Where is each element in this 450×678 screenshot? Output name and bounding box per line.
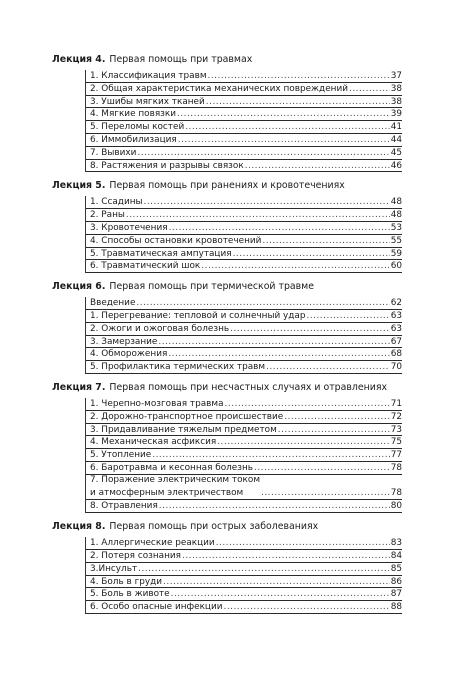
toc-entry[interactable] bbox=[86, 121, 402, 134]
toc-entry[interactable] bbox=[86, 222, 402, 235]
dot-leader bbox=[163, 576, 390, 589]
dot-leader bbox=[168, 348, 389, 361]
toc-entry-title: 1. Классификация травм bbox=[90, 71, 207, 81]
toc-page-number: 62 bbox=[390, 298, 402, 309]
toc-page-number: 85 bbox=[390, 563, 402, 574]
toc-entry-title: 3.Инсульт bbox=[90, 563, 138, 574]
toc-entry[interactable] bbox=[86, 297, 402, 310]
toc-entry[interactable] bbox=[86, 348, 402, 361]
toc-entry[interactable] bbox=[86, 147, 402, 160]
lecture-number: Лекция 7. bbox=[52, 381, 106, 393]
toc-page-number: 78 bbox=[390, 487, 402, 498]
toc-entry-title: 5. Профилактика термических травм bbox=[90, 362, 266, 373]
toc-page-number: 48 bbox=[390, 197, 402, 208]
lecture-number: Лекция 4. bbox=[52, 54, 106, 65]
dot-leader bbox=[201, 260, 389, 273]
dot-leader bbox=[266, 361, 390, 374]
toc-entry[interactable] bbox=[86, 209, 402, 222]
dot-leader bbox=[225, 398, 390, 411]
lecture-section bbox=[52, 520, 402, 614]
toc-entry-title: 1. Черепно-мозговая травма bbox=[90, 398, 224, 409]
toc-page-number: 67 bbox=[390, 336, 402, 347]
toc-entry-title: 3. Придавливание тяжелым предметом bbox=[90, 424, 277, 435]
dot-leader bbox=[138, 563, 390, 576]
toc-entry-title: 4. Способы остановки кровотечений bbox=[90, 235, 262, 246]
dot-leader bbox=[261, 487, 390, 500]
toc-entry-title: 4. Мягкие повязки bbox=[90, 109, 177, 120]
toc-entry-title: 2. Раны bbox=[90, 210, 125, 221]
toc-entry[interactable] bbox=[86, 108, 402, 121]
dot-leader bbox=[284, 411, 389, 424]
toc-page-number: 38 bbox=[390, 96, 402, 107]
toc-entry[interactable] bbox=[86, 537, 402, 550]
lecture-heading bbox=[52, 179, 402, 192]
toc-page-number: 71 bbox=[390, 398, 402, 409]
toc-entry-title: 6. Иммобилизация bbox=[90, 134, 177, 145]
toc-page-number: 39 bbox=[390, 109, 402, 120]
toc-page-number: 70 bbox=[390, 362, 402, 373]
toc-entry-title: 6. Травматический шок bbox=[90, 261, 201, 272]
toc-page-number: 78 bbox=[390, 462, 402, 473]
dot-leader bbox=[206, 96, 390, 109]
lecture-number: Лекция 5. bbox=[52, 180, 106, 192]
toc-entry-title: 3. Замерзание bbox=[90, 336, 158, 347]
toc-page-number: 80 bbox=[390, 501, 402, 512]
toc-entry-title: 8. Отравления bbox=[90, 501, 158, 512]
toc-entry-title: 2. Общая характеристика механических повреждений bbox=[90, 83, 348, 94]
dot-leader bbox=[182, 550, 390, 563]
toc-page-number: 59 bbox=[390, 248, 402, 259]
toc-page-number: 44 bbox=[390, 134, 402, 145]
toc-entry[interactable] bbox=[86, 248, 402, 261]
lecture-title: Первая помощь при ранениях и кровотечениях bbox=[109, 180, 345, 192]
dot-leader bbox=[349, 83, 390, 96]
dot-leader bbox=[208, 70, 390, 83]
toc-entry[interactable] bbox=[86, 70, 402, 83]
dot-leader bbox=[136, 297, 389, 310]
toc-entry[interactable] bbox=[86, 134, 402, 147]
toc-page-number: 38 bbox=[390, 83, 402, 94]
toc-entry-title: 2. Дорожно-транспортное происшествие bbox=[90, 411, 284, 422]
lecture-title: Первая помощь при травмах bbox=[109, 54, 253, 65]
toc-entry-title: 6. Баротравма и кесонная болезнь bbox=[90, 462, 254, 473]
toc-entry[interactable] bbox=[86, 96, 402, 109]
toc-page-number: 75 bbox=[390, 437, 402, 448]
toc-entry-title: 8. Растяжения и разрывы связок bbox=[90, 160, 244, 171]
toc-page-number: 46 bbox=[390, 160, 402, 171]
toc-entry[interactable] bbox=[86, 475, 402, 501]
dot-leader bbox=[233, 248, 390, 261]
toc-page-number: 48 bbox=[390, 210, 402, 221]
toc-page-number: 41 bbox=[390, 122, 402, 133]
toc-entry-list bbox=[85, 398, 402, 513]
toc-entry[interactable] bbox=[86, 260, 402, 273]
toc-entry-title: 5. Травматическая ампутация bbox=[90, 248, 232, 259]
dot-leader bbox=[169, 222, 390, 235]
dot-leader bbox=[177, 108, 390, 121]
toc-entry[interactable] bbox=[86, 323, 402, 336]
toc-entry-title: 5. Утопление bbox=[90, 450, 152, 461]
lecture-heading bbox=[52, 381, 402, 394]
toc-entry[interactable] bbox=[86, 235, 402, 248]
toc-entry-title: 4. Механическая асфиксия bbox=[90, 437, 217, 448]
toc-entry-title: 5. Переломы костей bbox=[90, 122, 185, 133]
dot-leader bbox=[152, 449, 389, 462]
toc-entry-title: 2. Ожоги и ожоговая болезнь bbox=[90, 323, 230, 334]
toc-entry-title: 3. Кровотечения bbox=[90, 222, 168, 233]
toc-entry-title: 6. Особо опасные инфекции bbox=[90, 602, 223, 613]
toc-entry[interactable] bbox=[86, 411, 402, 424]
toc-page-number: 53 bbox=[390, 222, 402, 233]
toc-entry-title: 5. Боль в животе bbox=[90, 589, 170, 600]
toc-entry[interactable] bbox=[86, 588, 402, 601]
dot-leader bbox=[245, 160, 390, 173]
dot-leader bbox=[217, 436, 389, 449]
toc-entry-list bbox=[85, 196, 402, 273]
table-of-contents bbox=[52, 53, 402, 621]
dot-leader bbox=[126, 209, 390, 222]
toc-page-number: 87 bbox=[390, 589, 402, 600]
toc-page-number: 86 bbox=[390, 576, 402, 587]
lecture-number: Лекция 8. bbox=[52, 521, 106, 533]
dot-leader bbox=[158, 336, 389, 349]
lecture-title: Первая помощь при термической травме bbox=[109, 281, 315, 293]
toc-entry[interactable] bbox=[86, 550, 402, 563]
toc-entry-list bbox=[85, 70, 402, 172]
toc-entry-title: 4. Боль в груди bbox=[90, 576, 163, 587]
toc-page-number: 84 bbox=[390, 550, 402, 561]
dot-leader bbox=[262, 235, 389, 248]
dot-leader bbox=[254, 462, 390, 475]
lecture-section bbox=[52, 179, 402, 273]
toc-entry-title: 1. Перегревание: тепловой и солнечный удар bbox=[90, 310, 306, 321]
toc-page-number: 37 bbox=[390, 71, 402, 81]
toc-page-number: 88 bbox=[390, 602, 402, 613]
toc-entry[interactable] bbox=[86, 424, 402, 437]
dot-leader bbox=[144, 196, 390, 209]
toc-entry-title: Введение bbox=[90, 298, 136, 309]
toc-entry-list bbox=[85, 537, 402, 614]
toc-entry[interactable] bbox=[86, 398, 402, 411]
toc-entry[interactable] bbox=[86, 436, 402, 449]
dot-leader bbox=[137, 147, 389, 160]
lecture-heading bbox=[52, 520, 402, 533]
toc-page-number: 83 bbox=[390, 538, 402, 549]
lecture-section bbox=[52, 381, 402, 513]
lecture-heading bbox=[52, 53, 402, 66]
toc-page-number: 45 bbox=[390, 147, 402, 158]
dot-leader bbox=[171, 588, 390, 601]
lecture-title: Первая помощь при острых заболеваниях bbox=[109, 521, 319, 533]
toc-page-number: 63 bbox=[390, 323, 402, 334]
dot-leader bbox=[278, 424, 390, 437]
dot-leader bbox=[178, 134, 390, 147]
toc-entry[interactable] bbox=[86, 500, 402, 513]
toc-page-number: 77 bbox=[390, 450, 402, 461]
lecture-title: Первая помощь при несчастных случаях и отравлениях bbox=[109, 381, 388, 393]
lecture-section bbox=[52, 280, 402, 374]
dot-leader bbox=[185, 121, 389, 134]
lecture-number: Лекция 6. bbox=[52, 281, 106, 293]
toc-entry[interactable] bbox=[86, 160, 402, 173]
toc-page-number: 55 bbox=[390, 235, 402, 246]
dot-leader bbox=[224, 601, 390, 614]
lecture-heading bbox=[52, 280, 402, 293]
toc-page-number: 68 bbox=[390, 349, 402, 360]
toc-entry[interactable] bbox=[86, 563, 402, 576]
toc-entry-title: 1. Ссадины bbox=[90, 197, 143, 208]
toc-entry-title: 3. Ушибы мягких тканей bbox=[90, 96, 205, 107]
toc-page-number: 63 bbox=[390, 310, 402, 321]
toc-entry[interactable] bbox=[86, 576, 402, 589]
toc-entry-title: 1. Аллергические реакции bbox=[90, 538, 215, 549]
toc-entry-title: 2. Потеря сознания bbox=[90, 550, 181, 561]
dot-leader bbox=[216, 537, 390, 550]
toc-entry[interactable] bbox=[86, 601, 402, 614]
toc-entry[interactable] bbox=[86, 336, 402, 349]
toc-entry[interactable] bbox=[86, 196, 402, 209]
toc-entry[interactable] bbox=[86, 310, 402, 323]
toc-entry-title: 7. Вывихи bbox=[90, 147, 137, 158]
toc-entry[interactable] bbox=[86, 449, 402, 462]
toc-entry-title: 4. Обморожения bbox=[90, 349, 168, 360]
toc-page-number: 73 bbox=[390, 424, 402, 435]
toc-entry-title: 7. Поражение электрическим током и атмосферным электричеством bbox=[90, 474, 261, 498]
toc-entry[interactable] bbox=[86, 83, 402, 96]
toc-entry[interactable] bbox=[86, 361, 402, 374]
toc-entry-list bbox=[85, 297, 402, 374]
dot-leader bbox=[159, 500, 390, 513]
toc-page-number: 60 bbox=[390, 261, 402, 272]
dot-leader bbox=[307, 310, 390, 323]
dot-leader bbox=[230, 323, 390, 336]
toc-page-number: 72 bbox=[390, 411, 402, 422]
lecture-section bbox=[52, 53, 402, 172]
